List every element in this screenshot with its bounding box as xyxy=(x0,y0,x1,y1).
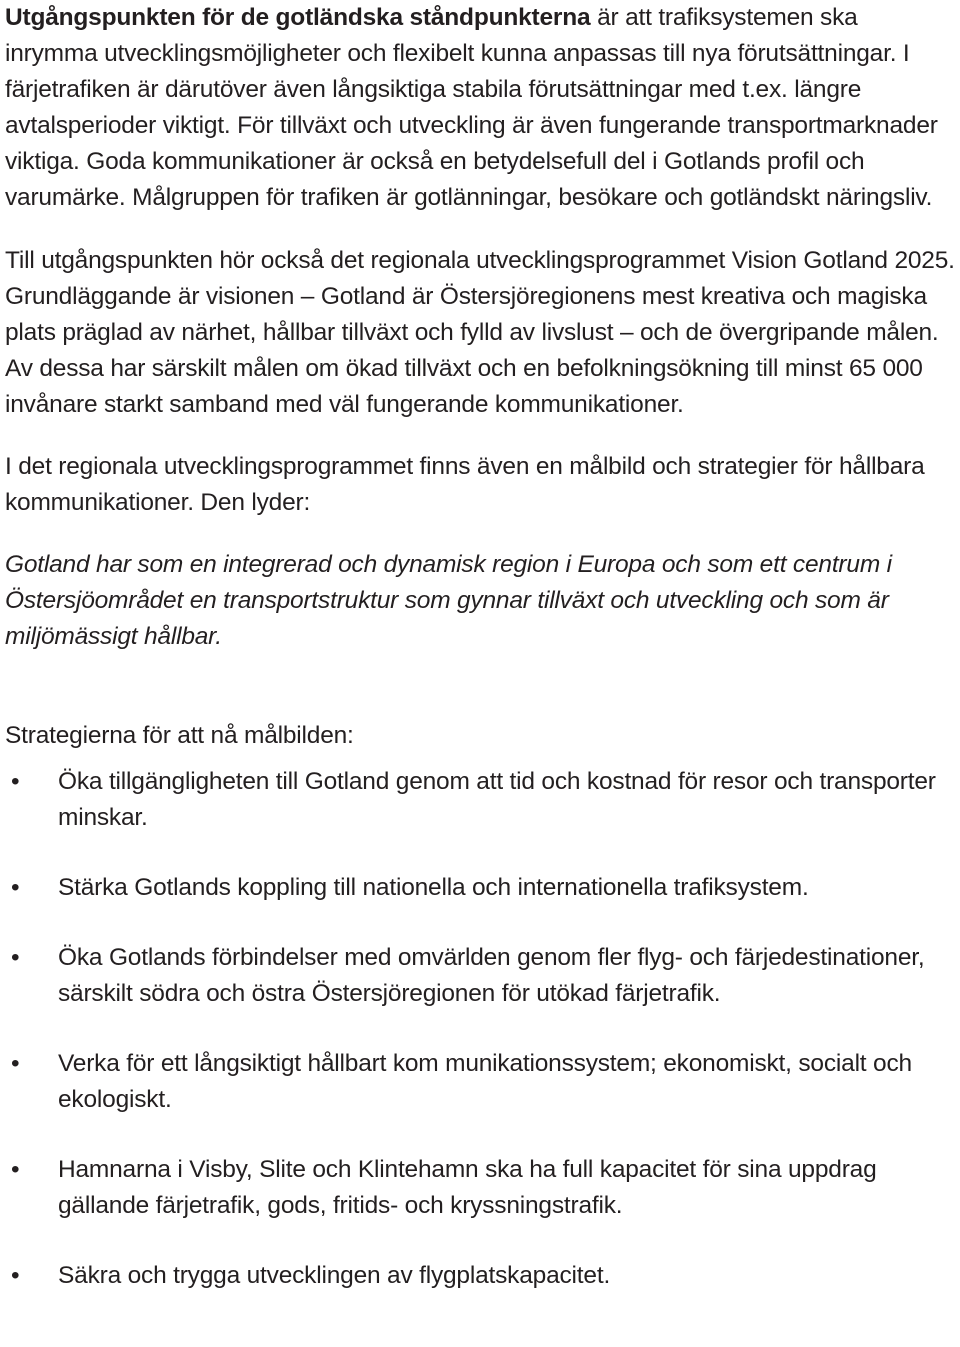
strategy-text: Stärka Gotlands koppling till nationella och internationella trafiksystem. xyxy=(58,874,809,901)
strategy-item xyxy=(5,870,955,906)
strategy-item xyxy=(5,940,955,1012)
strategy-item xyxy=(5,1258,955,1294)
vision-paragraph: Till utgångspunkten hör också det regionala utvecklingsprogrammet Vision Gotland 2025. Grundläggande är visionen – Gotland är Östersjöregionens mest kreativa och magiska plats präglad av närhet, hållbar tillväxt och fylld av livslust – och de övergripande målen. Av dessa har särskilt målen om ökad tillväxt och en befolkningsökning till minst 65 000 invånare starkt samband med väl fungerande kommunikationer. xyxy=(5,247,955,418)
strategy-text: Öka tillgängligheten till Gotland genom att tid och kostnad för resor och transporter minskar. xyxy=(58,768,936,831)
intro-paragraph xyxy=(5,0,955,216)
strategy-text: Säkra och trygga utvecklingen av flygplatskapacitet. xyxy=(58,1262,611,1289)
intro-bold-lead: Utgångspunkten för de gotländska ståndpunkterna xyxy=(5,4,591,31)
strategy-item xyxy=(5,1046,955,1118)
bullet-icon: • xyxy=(11,874,20,901)
bullet-icon: • xyxy=(11,944,20,971)
strategy-item xyxy=(5,1152,955,1224)
strategies-list xyxy=(5,764,955,1294)
intro-text: är att trafiksystemen ska inrymma utvecklingsmöjligheter och flexibelt kunna anpassas till nya förutsättningar. I färjetrafiken är därutöver även långsiktiga stabila förutsättningar med t.ex. längre avtalsperioder viktigt. För tillväxt och utveckling är även fungerande transportmarknader viktiga. Goda kommunikationer är också en betydelsefull del i Gotlands profil och varumärke. Målgruppen för trafiken är gotlänningar, besökare och gotländskt näringsliv. xyxy=(5,4,938,211)
strategy-text: Öka Gotlands förbindelser med omvärlden genom fler flyg- och färjedestinationer, särskilt södra och östra Östersjöregionen för utökad färjetrafik. xyxy=(58,944,925,1007)
strategies-heading: Strategierna för att nå målbilden: xyxy=(5,722,354,749)
program-paragraph: I det regionala utvecklingsprogrammet finns även en målbild och strategier för hållbara kommunikationer. Den lyder: xyxy=(5,453,925,516)
target-image-quote: Gotland har som en integrerad och dynamisk region i Europa och som ett centrum i Östersjöområdet en transportstruktur som gynnar tillväxt och utveckling och som är miljömässigt hållbar. xyxy=(5,551,892,650)
document-page xyxy=(5,0,955,1294)
strategy-text: Hamnarna i Visby, Slite och Klintehamn ska ha full kapacitet för sina uppdrag gällande färjetrafik, gods, fritids- och kryssningstrafik. xyxy=(58,1156,877,1219)
strategy-text: Verka för ett långsiktigt hållbart kom munikationssystem; ekonomiskt, socialt och ekologiskt. xyxy=(58,1050,912,1113)
bullet-icon: • xyxy=(11,1262,20,1289)
bullet-icon: • xyxy=(11,1156,20,1183)
bullet-icon: • xyxy=(11,1050,20,1077)
bullet-icon: • xyxy=(11,768,20,795)
strategy-item xyxy=(5,764,955,836)
